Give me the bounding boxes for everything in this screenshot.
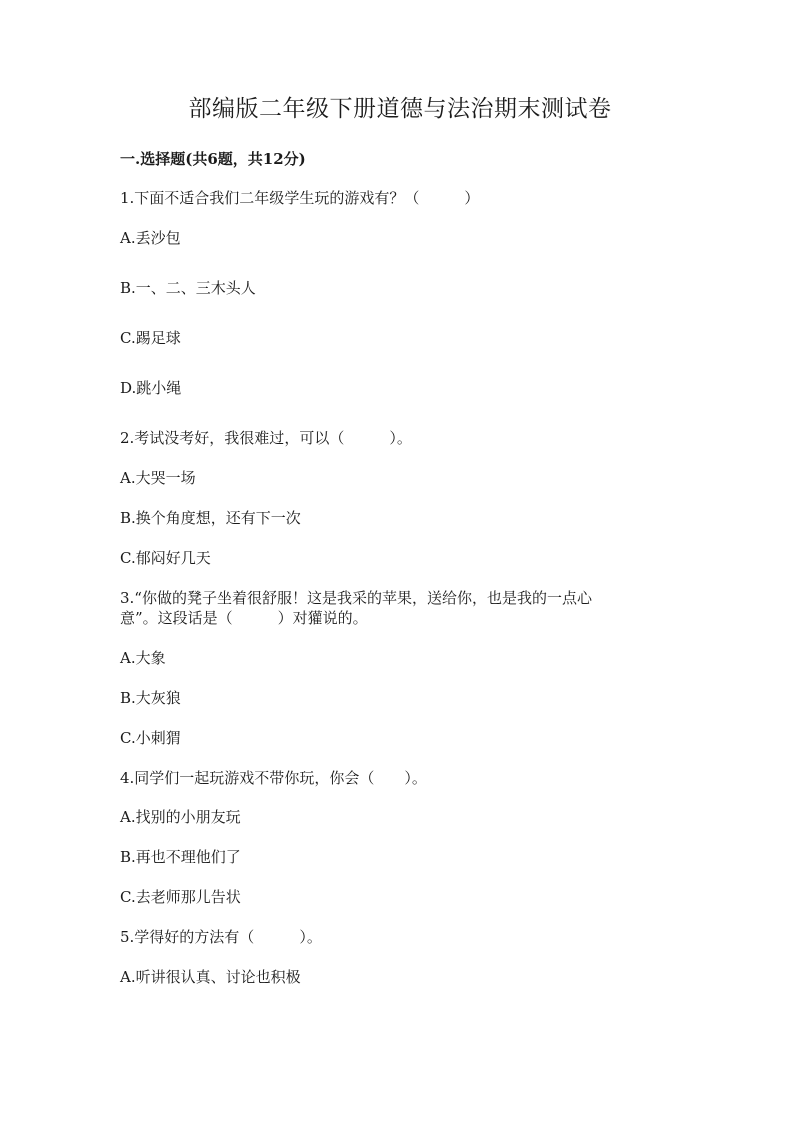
question-2-option-a: A.大哭一场 bbox=[120, 469, 196, 487]
question-2-option-c: C.郁闷好几天 bbox=[120, 549, 211, 567]
question-1-option-d: D.跳小绳 bbox=[120, 379, 182, 397]
question-1-option-a: A.丢沙包 bbox=[120, 229, 181, 247]
question-2-option-b: B.换个角度想，还有下一次 bbox=[120, 509, 301, 527]
question-2-stem: 2.考试没考好，我很难过，可以（ ）。 bbox=[120, 429, 412, 447]
question-4-stem: 4.同学们一起玩游戏不带你玩，你会（ ）。 bbox=[120, 769, 427, 787]
question-1-option-b: B.一、二、三木头人 bbox=[120, 279, 256, 297]
question-4-option-b: B.再也不理他们了 bbox=[120, 848, 241, 866]
question-3-stem-line-1: 3.“你做的凳子坐着很舒服！这是我采的苹果，送给你，也是我的一点心 bbox=[120, 589, 592, 607]
question-4-option-a: A.找别的小朋友玩 bbox=[120, 808, 241, 826]
question-3-option-c: C.小刺猬 bbox=[120, 729, 181, 747]
question-1-option-c: C.踢足球 bbox=[120, 329, 181, 347]
question-4-option-c: C.去老师那儿告状 bbox=[120, 888, 241, 906]
question-1-stem: 1.下面不适合我们二年级学生玩的游戏有？（ ） bbox=[120, 189, 480, 207]
question-5-option-a: A.听讲很认真、讨论也积极 bbox=[120, 968, 301, 986]
question-5-stem: 5.学得好的方法有（ ）。 bbox=[120, 928, 322, 946]
question-3-option-b: B.大灰狼 bbox=[120, 689, 181, 707]
page-title: 部编版二年级下册道德与法治期末测试卷 bbox=[188, 96, 612, 122]
question-3-option-a: A.大象 bbox=[120, 649, 166, 667]
section-heading: 一.选择题(共6题，共12分) bbox=[120, 150, 306, 168]
question-3-stem-line-2: 意”。这段话是（ ）对獾说的。 bbox=[120, 609, 368, 627]
